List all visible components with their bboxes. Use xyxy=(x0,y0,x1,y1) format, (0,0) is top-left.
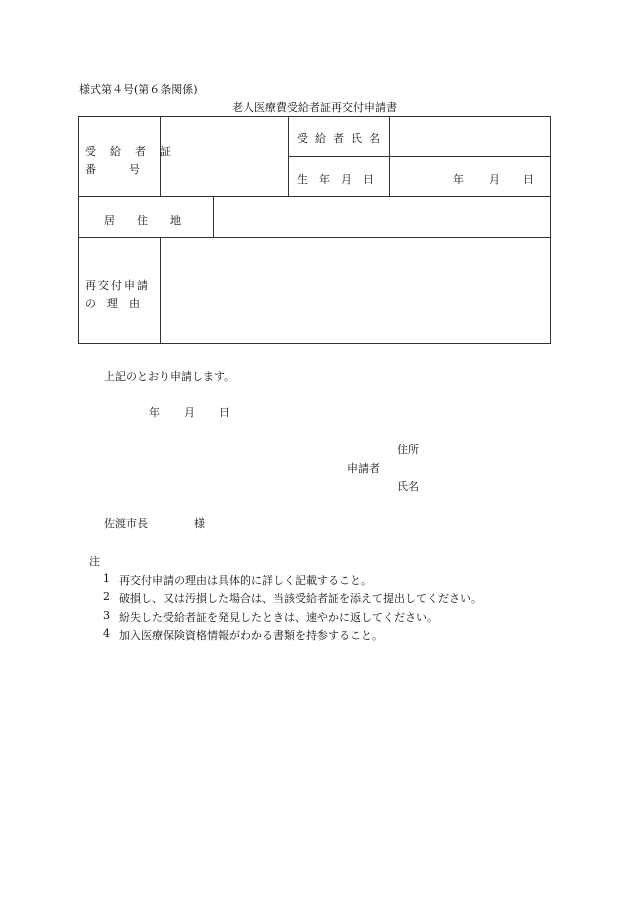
reason-label-line1: 再交付申請 xyxy=(85,279,150,292)
statement: 上記のとおり申請します。 xyxy=(104,370,236,383)
applicant-name-label: 氏名 xyxy=(397,480,419,493)
birthdate-year: 年 xyxy=(453,173,464,186)
address-label: 居 住 地 xyxy=(104,214,181,227)
table-rule xyxy=(160,237,161,344)
birthdate-label: 生 年 月 日 xyxy=(297,173,374,186)
addressee-name: 佐渡市長 xyxy=(104,517,148,530)
birthdate-month: 月 xyxy=(489,173,500,186)
date-month: 月 xyxy=(184,406,195,419)
reason-label-line2: の 理 由 xyxy=(85,297,140,310)
note-text: 破損し、又は汚損した場合は、当該受給者証を添えて提出してください。 xyxy=(119,592,482,605)
page-title: 老人医療費受給者証再交付申請書 xyxy=(232,101,397,114)
date-day: 日 xyxy=(219,406,230,419)
address-field[interactable] xyxy=(215,198,549,235)
table-rule xyxy=(78,237,551,238)
note-number: 1 xyxy=(103,572,110,585)
note-text: 加入医療保険資格情報がわかる書類を持参すること。 xyxy=(119,629,383,642)
recipient-name-label: 受給者氏名 xyxy=(297,132,387,145)
date-year: 年 xyxy=(149,406,160,419)
table-rule xyxy=(78,196,551,197)
cert-number-label-line2: 番 号 xyxy=(85,163,140,176)
note-text: 紛失した受給者証を発見したときは、速やかに返してください。 xyxy=(119,611,438,624)
note-text: 再交付申請の理由は具体的に詳しく記載すること。 xyxy=(119,574,372,587)
note-number: 3 xyxy=(103,609,110,622)
applicant-label: 申請者 xyxy=(347,462,380,475)
table-rule xyxy=(288,156,551,157)
cert-number-field[interactable] xyxy=(162,118,286,194)
table-rule xyxy=(288,116,289,196)
note-number: 4 xyxy=(103,627,110,640)
applicant-address-label: 住所 xyxy=(397,443,419,456)
table-rule xyxy=(213,196,214,237)
recipient-name-field[interactable] xyxy=(391,118,549,155)
cert-number-label-line1: 受給者証 xyxy=(85,145,185,158)
table-rule xyxy=(389,116,390,196)
birthdate-day: 日 xyxy=(523,173,534,186)
notes-heading: 注 xyxy=(89,555,100,568)
note-number: 2 xyxy=(103,590,110,603)
addressee-honorific: 様 xyxy=(194,517,205,530)
form-number: 様式第４号(第６条関係) xyxy=(79,83,198,96)
reason-field[interactable] xyxy=(162,239,549,342)
